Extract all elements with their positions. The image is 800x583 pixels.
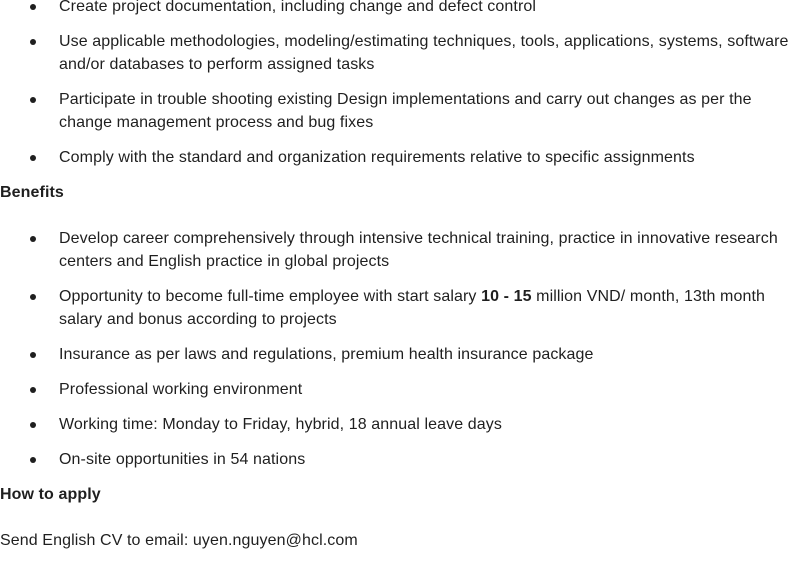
list-item bbox=[0, 343, 800, 366]
salary-prefix: Opportunity to become full-time employee with start salary bbox=[59, 288, 482, 305]
list-item-text: On-site opportunities in 54 nations bbox=[59, 451, 306, 468]
list-item bbox=[0, 30, 800, 76]
bullet-icon bbox=[30, 422, 36, 428]
list-item-text: Comply with the standard and organization requirements relative to specific assignments bbox=[59, 149, 695, 166]
bullet-icon bbox=[30, 97, 36, 103]
list-item-text: Use applicable methodologies, modeling/estimating techniques, tools, applications, systems, software and/or databases to perform assigned tasks bbox=[59, 33, 789, 73]
apply-instructions: Send English CV to email: uyen.nguyen@hcl.com bbox=[0, 532, 358, 549]
benefits-list bbox=[0, 227, 800, 471]
bullet-icon bbox=[30, 457, 36, 463]
list-item bbox=[0, 88, 800, 134]
salary-range: 10 - 15 bbox=[481, 288, 532, 305]
list-item-text: Professional working environment bbox=[59, 381, 303, 398]
list-item-text bbox=[59, 288, 765, 328]
list-item-text: Create project documentation, including change and defect control bbox=[59, 0, 537, 15]
bullet-icon bbox=[30, 294, 36, 300]
bullet-icon bbox=[30, 155, 36, 161]
salary-suffix: million VND/ month, 13th month salary and bonus according to projects bbox=[59, 288, 766, 328]
list-item-text: Insurance as per laws and regulations, premium health insurance package bbox=[59, 346, 594, 363]
list-item bbox=[0, 285, 800, 331]
list-item bbox=[0, 448, 800, 471]
benefits-heading: Benefits bbox=[0, 184, 64, 201]
list-item-text: Develop career comprehensively through intensive technical training, practice in innovative research centers and English practice in global projects bbox=[59, 230, 778, 270]
list-item-text: Participate in trouble shooting existing Design implementations and carry out changes as per the change management process and bug fixes bbox=[59, 91, 752, 131]
bullet-icon bbox=[30, 236, 36, 242]
list-item bbox=[0, 413, 800, 436]
bullet-icon bbox=[30, 4, 36, 10]
bullet-icon bbox=[30, 387, 36, 393]
list-item-text: Working time: Monday to Friday, hybrid, 18 annual leave days bbox=[59, 416, 502, 433]
list-item bbox=[0, 0, 800, 18]
responsibilities-list bbox=[0, 0, 800, 169]
list-item bbox=[0, 378, 800, 401]
bullet-icon bbox=[30, 39, 36, 45]
list-item bbox=[0, 227, 800, 273]
list-item bbox=[0, 146, 800, 169]
how-to-apply-heading: How to apply bbox=[0, 486, 101, 503]
bullet-icon bbox=[30, 352, 36, 358]
